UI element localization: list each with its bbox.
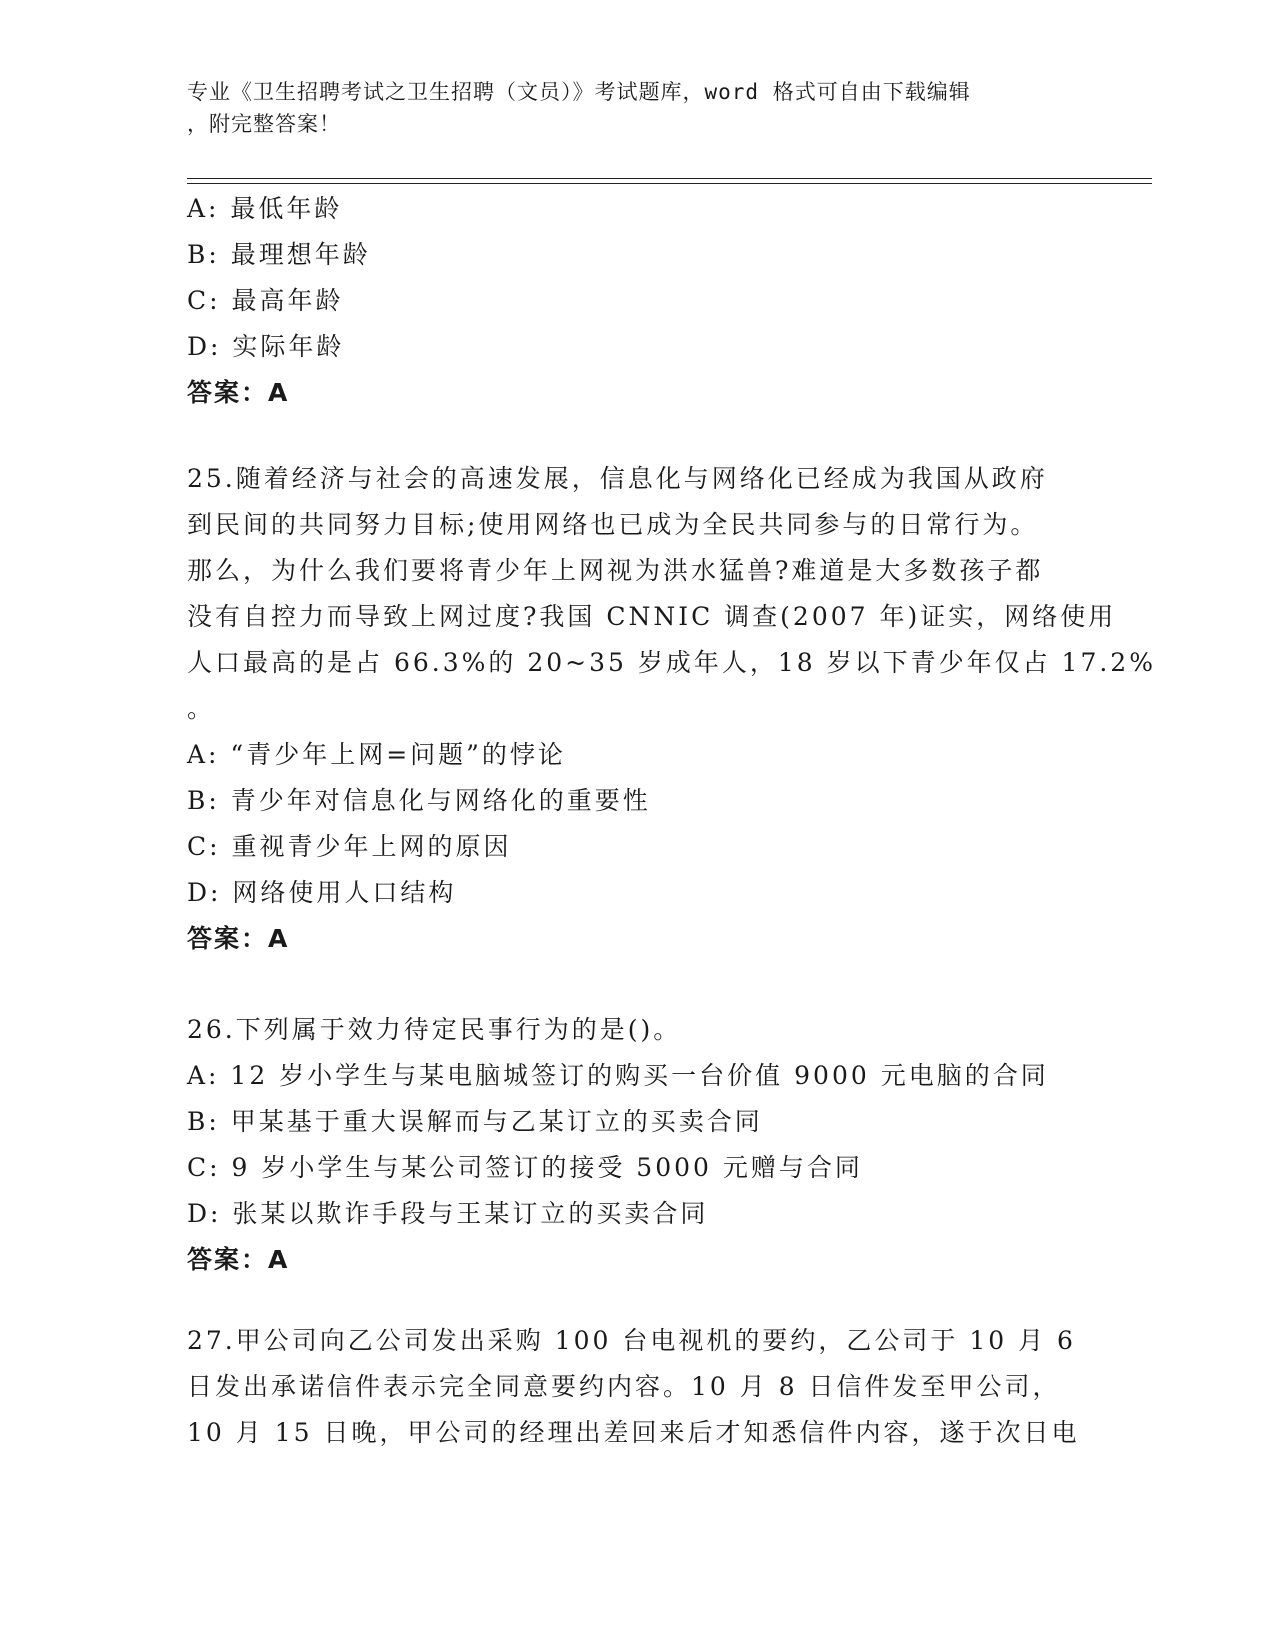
question-stem-line: 。 — [187, 694, 216, 723]
option-a: A: 最低年龄 — [187, 194, 343, 223]
option-b: B: 甲某基于重大误解而与乙某订立的买卖合同 — [187, 1107, 763, 1136]
question-stem-line: 到民间的共同努力目标;使用网络也已成为全民共同参与的日常行为。 — [187, 510, 1039, 539]
question-24 — [187, 186, 1087, 416]
question-stem-line: 没有自控力而导致上网过度?我国 CNNIC 调查(2007 年)证实，网络使用 — [187, 602, 1117, 631]
question-26 — [187, 1007, 1087, 1283]
question-stem-line: 那么，为什么我们要将青少年上网视为洪水猛兽?难道是大多数孩子都 — [187, 556, 1044, 585]
document-header — [187, 76, 1087, 140]
option-b: B: 青少年对信息化与网络化的重要性 — [187, 786, 651, 815]
question-stem-line: 27.甲公司向乙公司发出采购 100 台电视机的要约，乙公司于 10 月 6 — [187, 1326, 1076, 1355]
header-line-1: 专业《卫生招聘考试之卫生招聘（文员）》考试题库，word 格式可自由下载编辑 — [187, 80, 971, 104]
option-b: B: 最理想年龄 — [187, 240, 371, 269]
option-a: A: “青少年上网=问题”的悖论 — [187, 740, 566, 769]
question-stem-line: 26.下列属于效力待定民事行为的是()。 — [187, 1015, 682, 1044]
option-c: C: 9 岁小学生与某公司签订的接受 5000 元赠与合同 — [187, 1153, 863, 1182]
header-divider-top — [187, 178, 1152, 179]
question-stem-line: 25.随着经济与社会的高速发展，信息化与网络化已经成为我国从政府 — [187, 464, 1048, 493]
header-divider-bottom — [187, 183, 1152, 184]
option-d: D: 张某以欺诈手段与王某订立的买卖合同 — [187, 1199, 709, 1228]
answer-label: 答案：A — [187, 1245, 290, 1274]
question-stem-line: 人口最高的是占 66.3%的 20~35 岁成年人，18 岁以下青少年仅占 17.2% — [187, 648, 1156, 677]
header-line-2: ，附完整答案！ — [187, 112, 341, 136]
option-c: C: 重视青少年上网的原因 — [187, 832, 512, 861]
option-d: D: 实际年龄 — [187, 332, 345, 361]
option-d: D: 网络使用人口结构 — [187, 878, 457, 907]
option-a: A: 12 岁小学生与某电脑城签订的购买一台价值 9000 元电脑的合同 — [187, 1061, 1049, 1090]
question-stem-line: 10 月 15 日晚，甲公司的经理出差回来后才知悉信件内容，遂于次日电 — [187, 1418, 1080, 1447]
question-27 — [187, 1318, 1087, 1456]
question-stem-line: 日发出承诺信件表示完全同意要约内容。10 月 8 日信件发至甲公司， — [187, 1372, 1061, 1401]
question-25 — [187, 456, 1156, 962]
option-c: C: 最高年龄 — [187, 286, 344, 315]
answer-label: 答案：A — [187, 378, 290, 407]
answer-label: 答案：A — [187, 924, 290, 953]
